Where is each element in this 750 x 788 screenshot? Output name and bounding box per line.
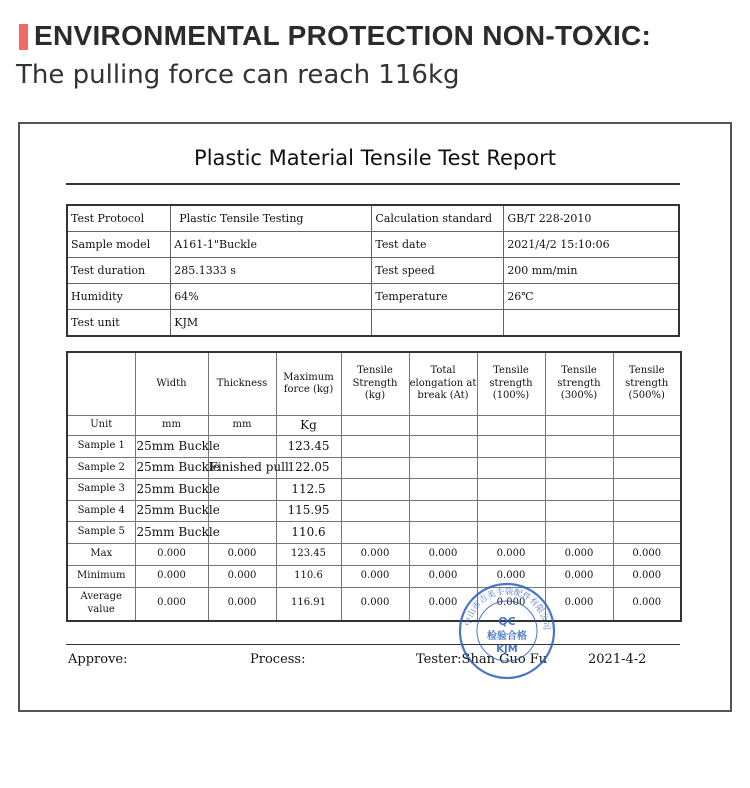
info-label: Test unit: [67, 310, 171, 337]
tester-label: Tester:Shan Guo Fu: [416, 652, 548, 667]
stat-cell: 0.000: [135, 587, 208, 621]
title-divider: [66, 183, 680, 185]
row-label: Sample 5: [67, 522, 135, 544]
info-label: Test duration: [67, 258, 171, 284]
empty-cell: [409, 522, 477, 544]
sample-row: [67, 479, 681, 501]
empty-cell: [409, 479, 477, 501]
empty-cell: [409, 416, 477, 436]
stat-cell: 110.6: [276, 565, 341, 587]
empty-cell: [409, 436, 477, 458]
empty-cell: [409, 500, 477, 522]
info-label: Temperature: [372, 284, 504, 310]
page-title: ENVIRONMENTAL PROTECTION NON-TOXIC:: [34, 20, 652, 51]
column-header: Tensile Strength (kg): [341, 352, 409, 416]
sample-row: [67, 500, 681, 522]
stat-cell: 0.000: [135, 543, 208, 565]
report-date: 2021-4-2: [588, 652, 647, 667]
results-table: [66, 351, 682, 622]
empty-cell: [613, 500, 681, 522]
sample-force: 110.6: [276, 522, 341, 544]
approve-label: Approve:: [68, 652, 128, 667]
empty-cell: [477, 457, 545, 479]
info-row: [67, 232, 679, 258]
sample-width: 25mm Buckle: [135, 500, 208, 522]
process-label: Process:: [250, 652, 306, 667]
unit-row: [67, 416, 681, 436]
empty-cell: [545, 500, 613, 522]
info-table: [66, 204, 680, 337]
empty-cell: [409, 457, 477, 479]
sample-force: 123.45: [276, 436, 341, 458]
row-label: Minimum: [67, 565, 135, 587]
stat-cell: 0.000: [613, 543, 681, 565]
info-label: Test speed: [372, 258, 504, 284]
empty-cell: [341, 457, 409, 479]
empty-cell: [545, 522, 613, 544]
row-label: Sample 3: [67, 479, 135, 501]
stat-row-min: [67, 565, 681, 587]
row-label: Sample 2: [67, 457, 135, 479]
row-label: Sample 1: [67, 436, 135, 458]
info-value: 2021/4/2 15:10:06: [504, 232, 679, 258]
column-header-row: [67, 352, 681, 416]
stat-cell: 0.000: [477, 587, 545, 621]
stat-cell: 0.000: [409, 565, 477, 587]
info-empty: [372, 310, 504, 337]
stat-cell: 0.000: [545, 565, 613, 587]
column-header: Tensile strength (300%): [545, 352, 613, 416]
column-header: Width: [135, 352, 208, 416]
row-label: Sample 4: [67, 500, 135, 522]
column-header: Tensile strength (100%): [477, 352, 545, 416]
column-header: Maximum force (kg): [276, 352, 341, 416]
corner-cell: [67, 352, 135, 416]
stat-cell: 0.000: [208, 587, 276, 621]
unit-cell: mm: [135, 416, 208, 436]
stamp-ring-text: 中山市吉美手袋配件有限公司: [463, 586, 552, 631]
info-value: 26℃: [504, 284, 679, 310]
empty-cell: [545, 479, 613, 501]
info-empty: [504, 310, 679, 337]
stat-cell: 0.000: [135, 565, 208, 587]
info-value: 200 mm/min: [504, 258, 679, 284]
empty-cell: [477, 522, 545, 544]
info-label: Test date: [372, 232, 504, 258]
stat-cell: 0.000: [613, 565, 681, 587]
empty-cell: [545, 416, 613, 436]
empty-cell: [613, 457, 681, 479]
sample-width: 25mm Buckle: [135, 479, 208, 501]
unit-cell: Kg: [276, 416, 341, 436]
empty-cell: [477, 436, 545, 458]
info-value: 285.1333 s: [171, 258, 372, 284]
info-value: 64%: [171, 284, 372, 310]
empty-cell: [613, 522, 681, 544]
sample-row: [67, 457, 681, 479]
sample-force: 112.5: [276, 479, 341, 501]
empty-cell: [545, 436, 613, 458]
empty-cell: [613, 416, 681, 436]
empty-cell: [477, 500, 545, 522]
column-header: Tensile strength (500%): [613, 352, 681, 416]
empty-cell: [477, 416, 545, 436]
info-label: Test Protocol: [67, 205, 171, 232]
sample-width: 25mm Buckle: [135, 436, 208, 458]
info-row: [67, 258, 679, 284]
row-label: Average value: [67, 587, 135, 621]
unit-cell: mm: [208, 416, 276, 436]
stat-cell: 0.000: [409, 587, 477, 621]
row-label: Unit: [67, 416, 135, 436]
report-title: Plastic Material Tensile Test Report: [194, 146, 556, 170]
empty-cell: [341, 479, 409, 501]
stamp-passed: 检验合格: [487, 631, 527, 642]
column-header: Thickness: [208, 352, 276, 416]
stamp-brand: KJM: [496, 644, 518, 655]
stat-cell: 0.000: [341, 587, 409, 621]
page-subtitle: The pulling force can reach 116kg: [16, 60, 460, 90]
sample-thickness: Finished pull: [208, 457, 276, 479]
empty-cell: [545, 457, 613, 479]
info-label: Calculation standard: [372, 205, 504, 232]
sample-row: [67, 436, 681, 458]
stat-cell: 0.000: [341, 565, 409, 587]
empty-cell: [341, 416, 409, 436]
footer-divider: [66, 644, 680, 645]
info-value: A161-1"Buckle: [171, 232, 372, 258]
info-row: [67, 284, 679, 310]
sample-row: [67, 522, 681, 544]
stat-row-max: [67, 543, 681, 565]
qc-stamp-icon: [457, 581, 557, 681]
empty-cell: [341, 522, 409, 544]
stat-cell: 0.000: [477, 565, 545, 587]
info-value: Plastic Tensile Testing: [171, 205, 372, 232]
stat-cell: 123.45: [276, 543, 341, 565]
info-label: Humidity: [67, 284, 171, 310]
empty-cell: [477, 479, 545, 501]
sample-force: 115.95: [276, 500, 341, 522]
empty-cell: [613, 436, 681, 458]
stat-cell: 116.91: [276, 587, 341, 621]
stat-cell: 0.000: [613, 587, 681, 621]
header-accent-bar: [19, 24, 28, 50]
stat-cell: 0.000: [545, 587, 613, 621]
test-report: [18, 122, 732, 712]
info-row: [67, 205, 679, 232]
sample-width: 25mm Buckle: [135, 522, 208, 544]
empty-cell: [613, 479, 681, 501]
stat-cell: 0.000: [208, 543, 276, 565]
empty-cell: [341, 436, 409, 458]
info-row: [67, 310, 679, 337]
stat-cell: 0.000: [409, 543, 477, 565]
stat-cell: 0.000: [477, 543, 545, 565]
stat-cell: 0.000: [545, 543, 613, 565]
stat-cell: 0.000: [208, 565, 276, 587]
sample-force: 122.05: [276, 457, 341, 479]
info-label: Sample model: [67, 232, 171, 258]
row-label: Max: [67, 543, 135, 565]
stamp-qc: QC: [498, 615, 516, 628]
info-value: GB/T 228-2010: [504, 205, 679, 232]
empty-cell: [341, 500, 409, 522]
info-value: KJM: [171, 310, 372, 337]
stat-row-average: [67, 587, 681, 621]
stat-cell: 0.000: [341, 543, 409, 565]
sample-width: 25mm Buckle: [135, 457, 208, 479]
column-header: Total elongation at break (At): [409, 352, 477, 416]
